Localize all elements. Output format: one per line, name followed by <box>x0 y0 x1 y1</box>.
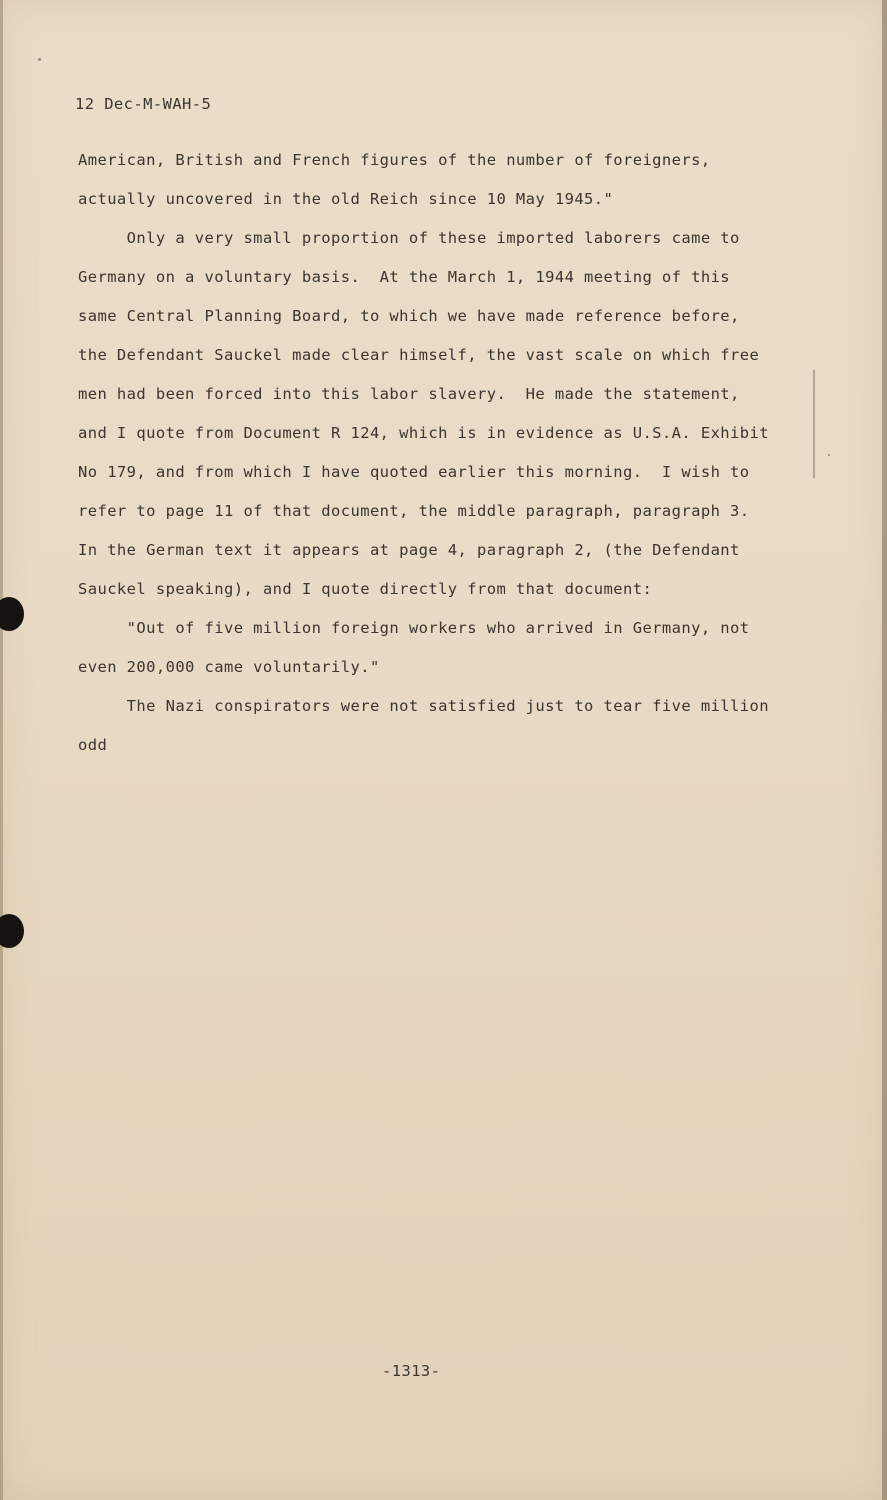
body-line: In the German text it appears at page 4, paragraph 2, (the Defendant <box>78 541 740 559</box>
page-header-reference: 12 Dec-M-WAH-5 <box>75 95 212 113</box>
body-line: "Out of five million foreign workers who arrived in Germany, not <box>78 619 750 637</box>
paper-speck <box>38 58 41 61</box>
body-line: men had been forced into this labor slavery. He made the statement, <box>78 385 740 403</box>
paper-speck <box>828 454 830 456</box>
margin-pencil-mark <box>813 370 815 478</box>
body-line: American, British and French figures of the number of foreigners, <box>78 151 711 169</box>
body-line: Only a very small proportion of these imported laborers came to <box>78 229 740 247</box>
body-line: even 200,000 came voluntarily." <box>78 658 380 676</box>
body-line: Sauckel speaking), and I quote directly from that document: <box>78 580 653 598</box>
punch-hole-bottom <box>0 914 24 948</box>
body-line: The Nazi conspirators were not satisfied just to tear five million <box>78 697 769 715</box>
body-line: the Defendant Sauckel made clear himself, the vast scale on which free <box>78 346 760 364</box>
body-line: No 179, and from which I have quoted earlier this morning. I wish to <box>78 463 750 481</box>
body-line: Germany on a voluntary basis. At the March 1, 1944 meeting of this <box>78 268 731 286</box>
page-left-edge <box>0 0 3 1500</box>
body-line: and I quote from Document R 124, which is in evidence as U.S.A. Exhibit <box>78 424 769 442</box>
body-line: odd <box>78 736 108 754</box>
punch-hole-top <box>0 597 24 631</box>
page-number: -1313- <box>382 1362 441 1380</box>
body-line: same Central Planning Board, to which we have made reference before, <box>78 307 740 325</box>
body-line: actually uncovered in the old Reich since 10 May 1945." <box>78 190 614 208</box>
body-line: refer to page 11 of that document, the middle paragraph, paragraph 3. <box>78 502 750 520</box>
page-right-edge <box>882 0 887 1500</box>
